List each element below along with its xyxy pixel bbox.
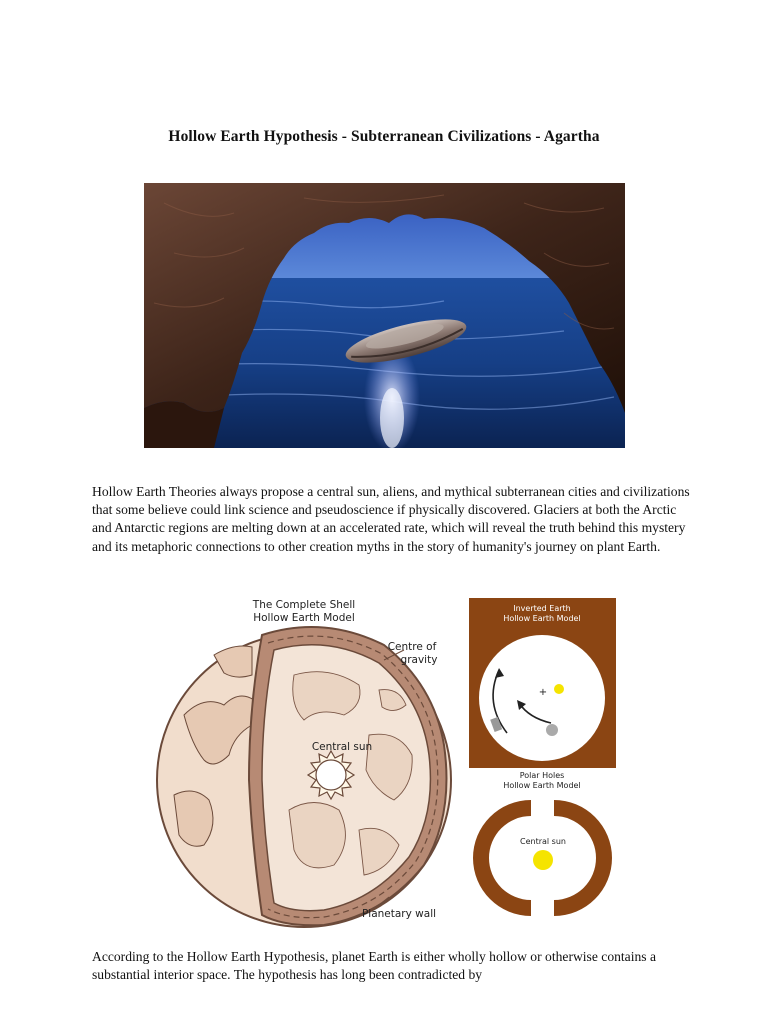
inverted-title-line-2: Hollow Earth Model [503, 614, 581, 623]
plus-marker: + [538, 687, 548, 698]
shell-title-line-1: The Complete Shell [252, 599, 356, 611]
centre-gravity-label-1: Centre of [387, 641, 437, 653]
inverted-earth-diagram [469, 598, 616, 768]
cave-ufo-image [144, 183, 625, 448]
planetary-wall-label: Planetary wall [361, 908, 437, 920]
inverted-title-line-1: Inverted Earth [513, 604, 571, 613]
sun-dot [554, 684, 564, 694]
complete-shell-diagram [144, 595, 454, 933]
central-sun-label: Central sun [311, 741, 373, 753]
polar-central-sun-label: Central sun [520, 837, 566, 846]
paragraph-intro: Hollow Earth Theories always propose a central sun, aliens, and mythical subterranean cities and civilizations that some believe could link science and pseudoscience if physically discovered. Glaciers at both the Arctic and Antarctic regions are melting down at an accelerated rate, which will reveal the truth behind this mystery and its metaphoric connections to other creation myths in the story of humanity's journey on plant Earth. [92, 484, 690, 554]
polar-title-line-2: Hollow Earth Model [503, 781, 581, 790]
page-title: Hollow Earth Hypothesis - Subterranean Civilizations - Agartha [168, 128, 600, 145]
shell-title-line-2: Hollow Earth Model [253, 612, 355, 624]
paragraph-hypothesis: According to the Hollow Earth Hypothesis, planet Earth is either wholly hollow or otherwise contains a substantial interior space. The hypothesis has long been contradicted by [92, 949, 657, 983]
polar-title-line-1: Polar Holes [519, 771, 565, 780]
moon-dot [546, 724, 558, 736]
polar-holes-diagram [469, 770, 616, 930]
centre-gravity-label-2: gravity [400, 654, 438, 666]
polar-sun-dot [533, 850, 553, 870]
